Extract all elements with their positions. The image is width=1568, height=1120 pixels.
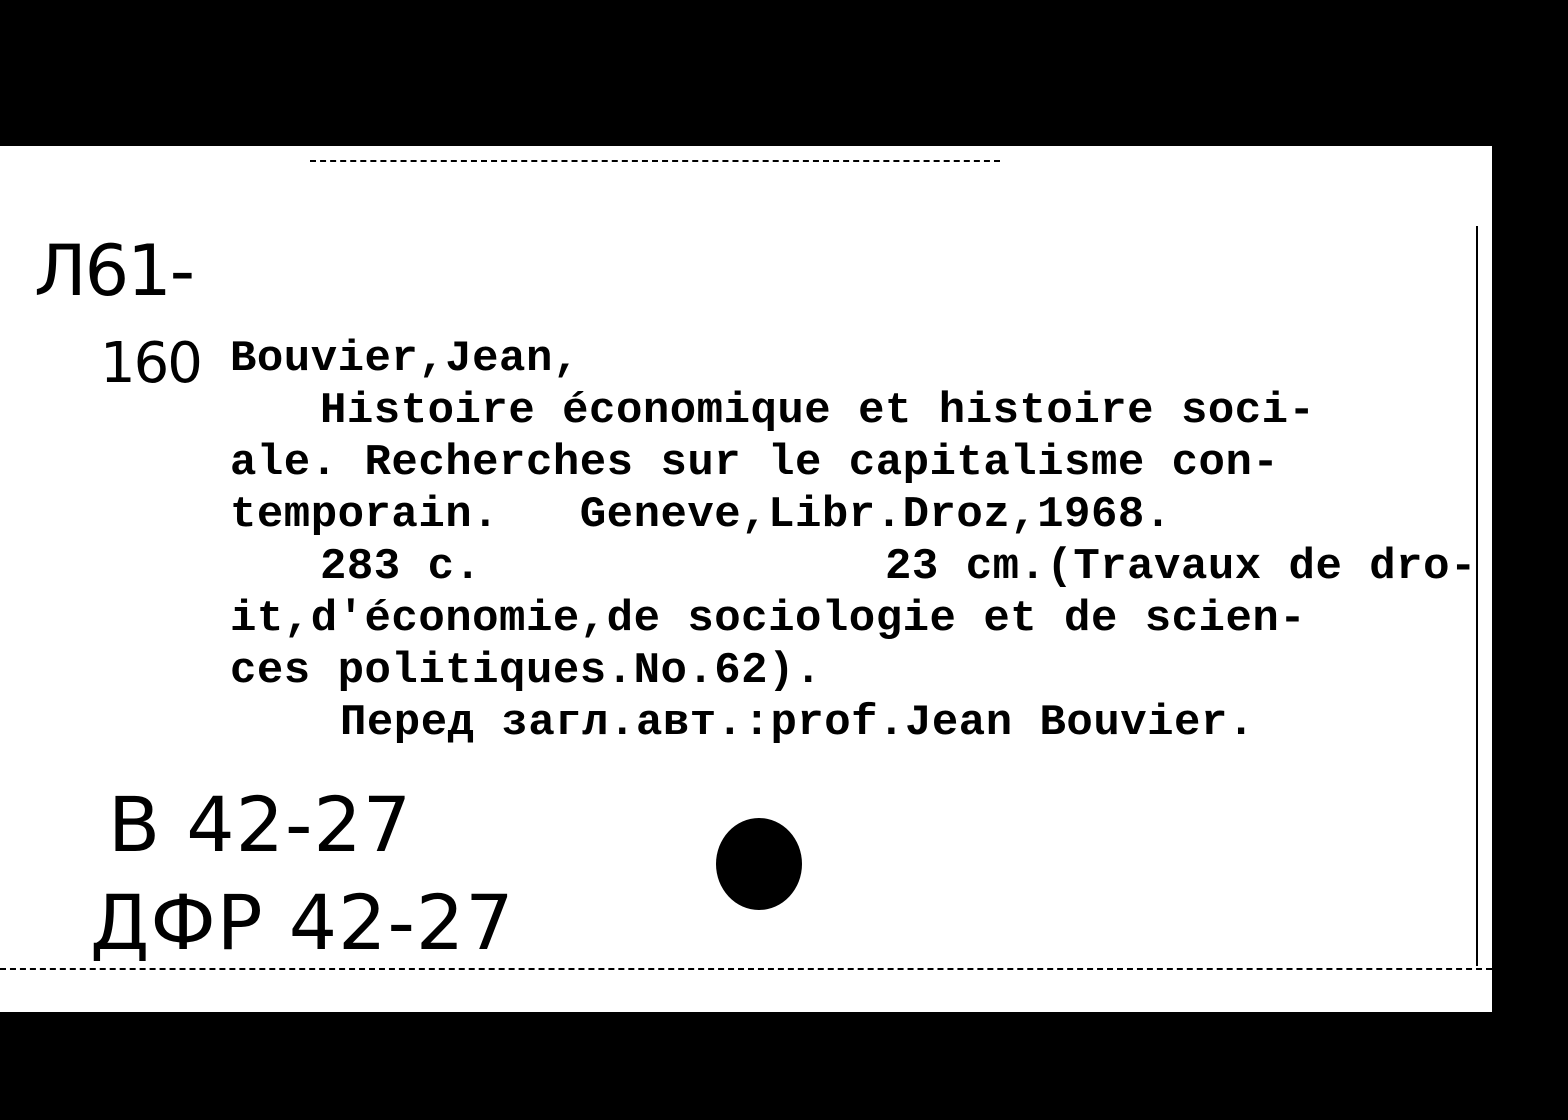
- call-number-line-2: 160: [100, 331, 201, 396]
- author-heading: Bouvier,Jean,: [230, 334, 580, 384]
- shelf-mark-1: B 42-27: [108, 780, 413, 869]
- imprint-line: temporain. Geneve,Libr.Droz,1968.: [230, 490, 1172, 540]
- note-line: Перед загл.авт.:prof.Jean Bouvier.: [340, 698, 1255, 748]
- collation-line-3: ces politiques.No.62).: [230, 646, 822, 696]
- collation-line-2: it,d'économie,de sociologie et de scien-: [230, 594, 1307, 644]
- top-dashed-rule: [310, 160, 1000, 162]
- bottom-dashed-rule: [0, 968, 1492, 970]
- catalog-card: [0, 146, 1492, 1012]
- title-line-1: Histoire économique et histoire soci-: [320, 386, 1316, 436]
- punch-hole: [716, 818, 802, 910]
- title-line-2: ale. Recherches sur le capitalisme con-: [230, 438, 1280, 488]
- call-number-line-1: Л61-: [34, 230, 193, 312]
- shelf-mark-2: ДФР 42-27: [90, 878, 515, 967]
- collation-line-1: 283 c. 23 cm.(Travaux de dro-: [320, 542, 1477, 592]
- right-margin-rule: [1476, 226, 1478, 966]
